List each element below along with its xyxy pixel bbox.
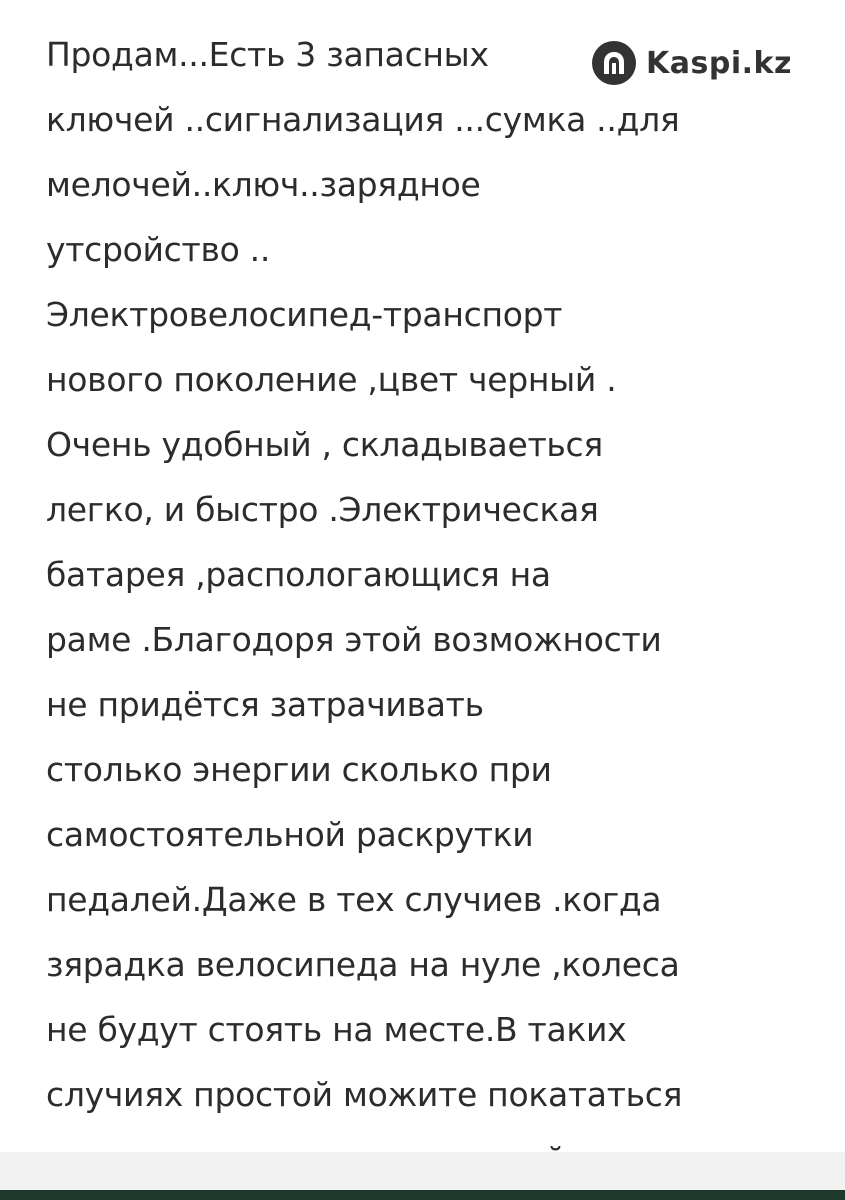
bottom-divider (0, 1152, 845, 1190)
description-line: случиях простой можите покататься (46, 1075, 683, 1114)
kaspi-brand-text: Kaspi.kz (646, 45, 792, 81)
description-line: столько энергии сколько при (46, 750, 552, 789)
description-line: мелочей..ключ..зарядное (46, 165, 481, 204)
bottom-bar (0, 1190, 845, 1200)
description-line: Электровелосипед-транспорт (46, 295, 563, 334)
description-line: нового поколение ,цвет черный . (46, 360, 617, 399)
description-line: утсройство .. (46, 230, 271, 269)
description-text (46, 22, 826, 1192)
description-line: ключей ..сигнализация ...сумка ..для (46, 100, 680, 139)
kaspi-watermark (592, 38, 792, 88)
description-line: не будут стоять на месте.В таких (46, 1010, 627, 1049)
description-line: батарея ,распологающися на (46, 555, 551, 594)
description-line: самостоятельной раскрутки (46, 815, 534, 854)
description-line: Очень удобный , складываеться (46, 425, 603, 464)
description-line: не придётся затрачивать (46, 685, 484, 724)
description-line: легко, и быстро .Электрическая (46, 490, 599, 529)
description-line: раме .Благодоря этой возможности (46, 620, 662, 659)
kaspi-logo-icon (592, 41, 636, 85)
description-line: Продам...Есть 3 запасных (46, 35, 489, 74)
description-line: зярадка велосипеда на нуле ,колеса (46, 945, 680, 984)
description-line: педалей.Даже в тех случиев .когда (46, 880, 662, 919)
